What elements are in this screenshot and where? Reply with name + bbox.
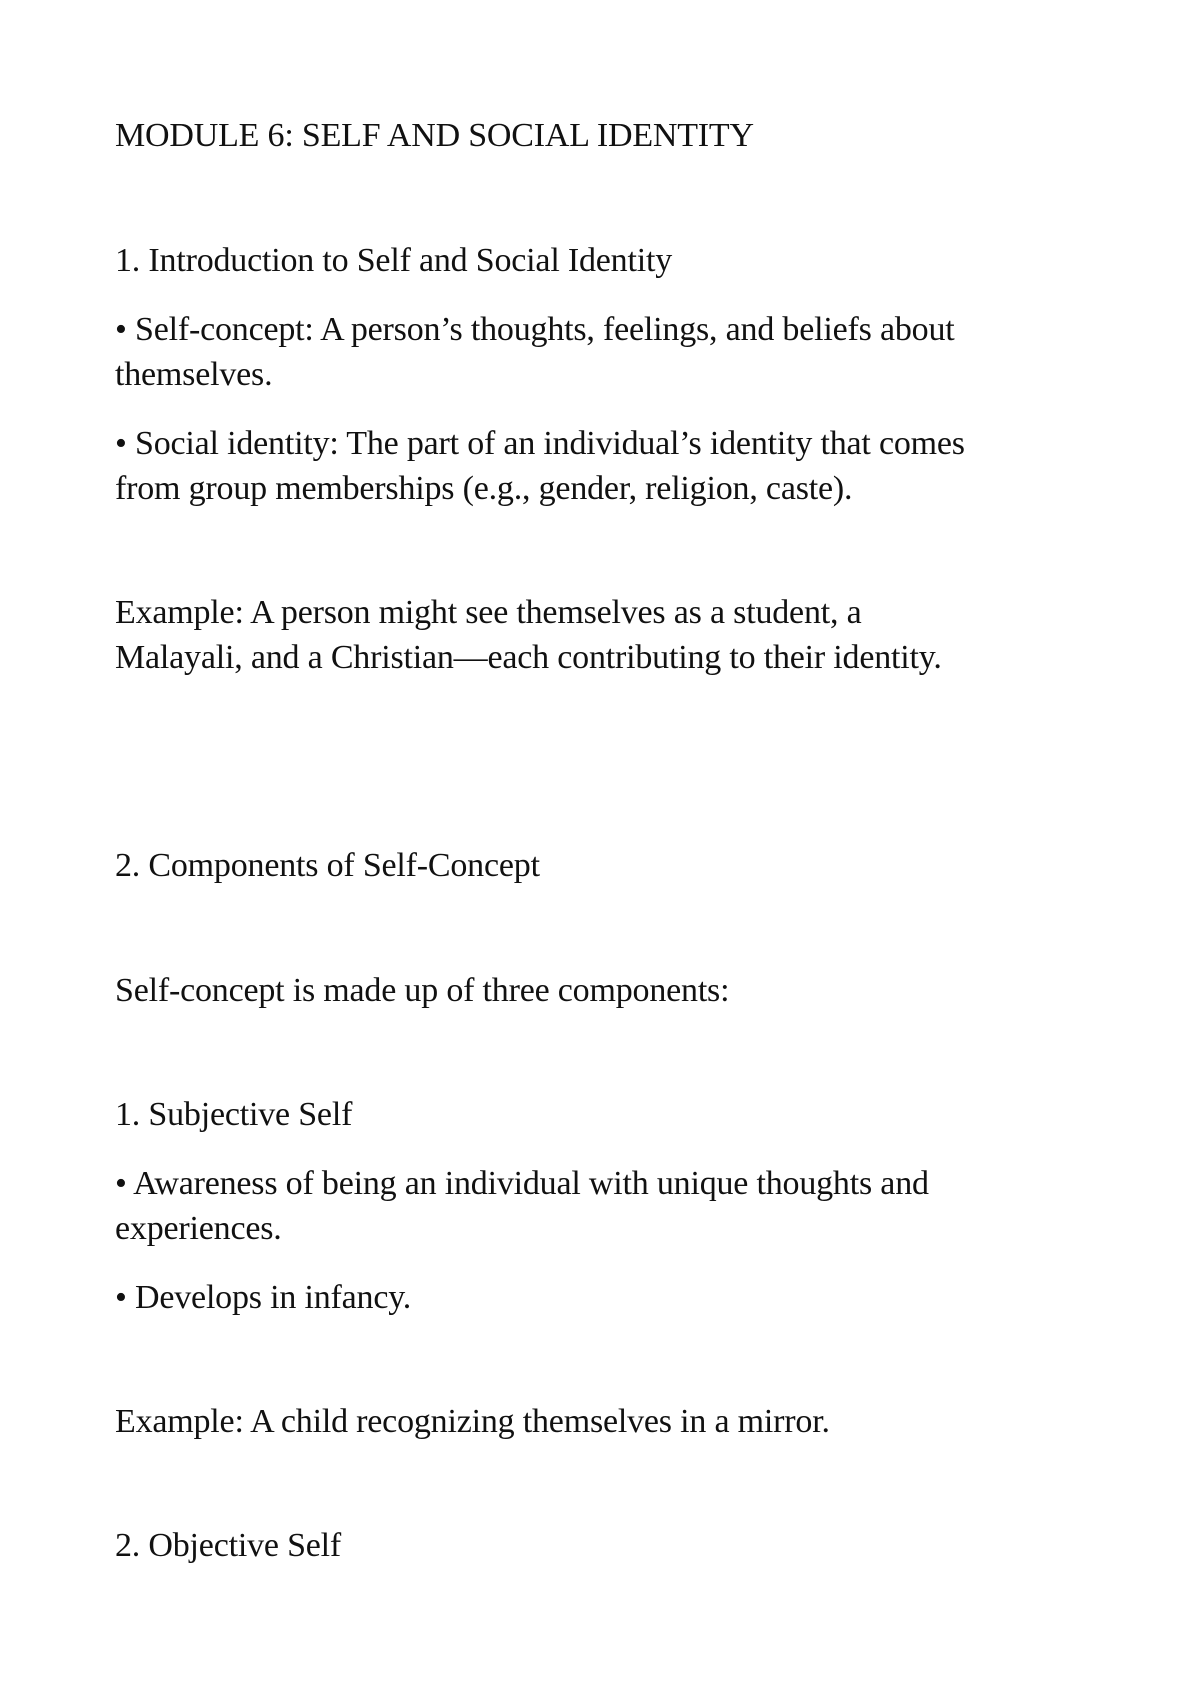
- objective-self-heading: 2. Objective Self: [115, 1527, 342, 1564]
- section1-example-line2: Malayali, and a Christian—each contributing to their identity.: [115, 639, 942, 676]
- awareness-bullet-line1: • Awareness of being an individual with unique thoughts and: [115, 1165, 929, 1202]
- section1-example-line1: Example: A person might see themselves as a student, a: [115, 594, 862, 631]
- document-title: MODULE 6: SELF AND SOCIAL IDENTITY: [115, 117, 754, 154]
- awareness-bullet-line2: experiences.: [115, 1210, 282, 1247]
- section2-intro: Self-concept is made up of three components:: [115, 972, 730, 1009]
- subjective-self-example: Example: A child recognizing themselves in a mirror.: [115, 1403, 830, 1440]
- subjective-self-heading: 1. Subjective Self: [115, 1096, 353, 1133]
- self-concept-bullet-line1: • Self-concept: A person’s thoughts, feelings, and beliefs about: [115, 311, 955, 348]
- develops-bullet: • Develops in infancy.: [115, 1279, 412, 1316]
- section1-heading: 1. Introduction to Self and Social Identity: [115, 242, 673, 279]
- self-concept-bullet-line2: themselves.: [115, 356, 273, 393]
- social-identity-bullet-line2: from group memberships (e.g., gender, religion, caste).: [115, 470, 853, 507]
- section2-heading: 2. Components of Self-Concept: [115, 847, 540, 884]
- social-identity-bullet-line1: • Social identity: The part of an individual’s identity that comes: [115, 425, 965, 462]
